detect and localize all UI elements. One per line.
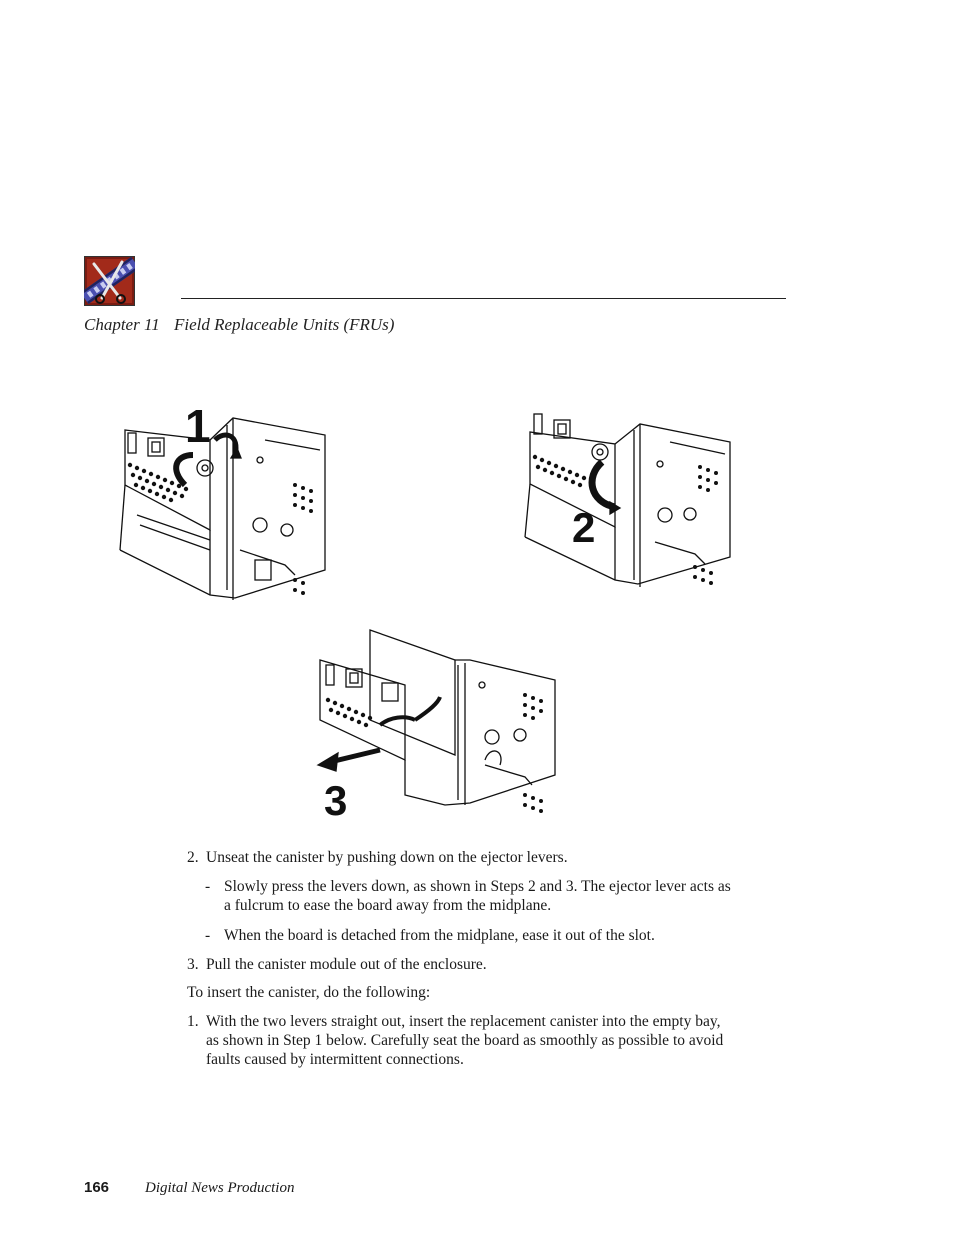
figure-step-2-illustration — [520, 402, 735, 612]
step-2-item — [187, 848, 732, 867]
bullet-dash: - — [205, 927, 211, 944]
step-2-bullet-2 — [187, 926, 732, 945]
bullet-dash: - — [205, 878, 211, 895]
insert-step-1-number: 1. — [187, 1013, 199, 1030]
step-3-item — [187, 955, 732, 974]
insert-intro: To insert the canister, do the following: — [187, 984, 431, 1001]
figure-step-1-illustration — [115, 400, 340, 625]
chapter-heading — [84, 315, 394, 335]
procedure-text — [187, 848, 732, 1069]
page-number: 166 — [84, 1179, 110, 1196]
step-2-number: 2. — [187, 849, 199, 866]
insert-step-1-text: With the two levers straight out, insert the replacement canister into the empty bay, as shown in Step 1 below. Carefully seat the board as smoothly as possible to avoid faults caused by intermittent connections. — [206, 1013, 724, 1068]
step-label-1: 1 — [185, 400, 211, 450]
figure-step-3-illustration — [310, 625, 560, 830]
header-rule — [181, 298, 786, 299]
step-2-text: Unseat the canister by pushing down on the ejector levers. — [206, 849, 568, 866]
step-2-bullet-2-text: When the board is detached from the midplane, ease it out of the slot. — [224, 927, 655, 944]
chapter-title: Field Replaceable Units (FRUs) — [173, 315, 395, 334]
step-label-2: 2 — [572, 504, 596, 551]
step-2-bullet-1 — [187, 877, 732, 915]
insert-step-1-item — [187, 1012, 732, 1069]
step-3-number: 3. — [187, 956, 199, 973]
step-2-bullet-1-text: Slowly press the levers down, as shown in Steps 2 and 3. The ejector lever acts as a fulcrum to ease the board away from the midplane. — [224, 878, 731, 914]
film-scissors-logo-icon — [84, 256, 135, 306]
book-title: Digital News Production — [145, 1180, 295, 1196]
step-3-text: Pull the canister module out of the enclosure. — [206, 956, 487, 973]
chapter-number: Chapter 11 — [84, 315, 160, 334]
step-label-3: 3 — [324, 777, 348, 824]
